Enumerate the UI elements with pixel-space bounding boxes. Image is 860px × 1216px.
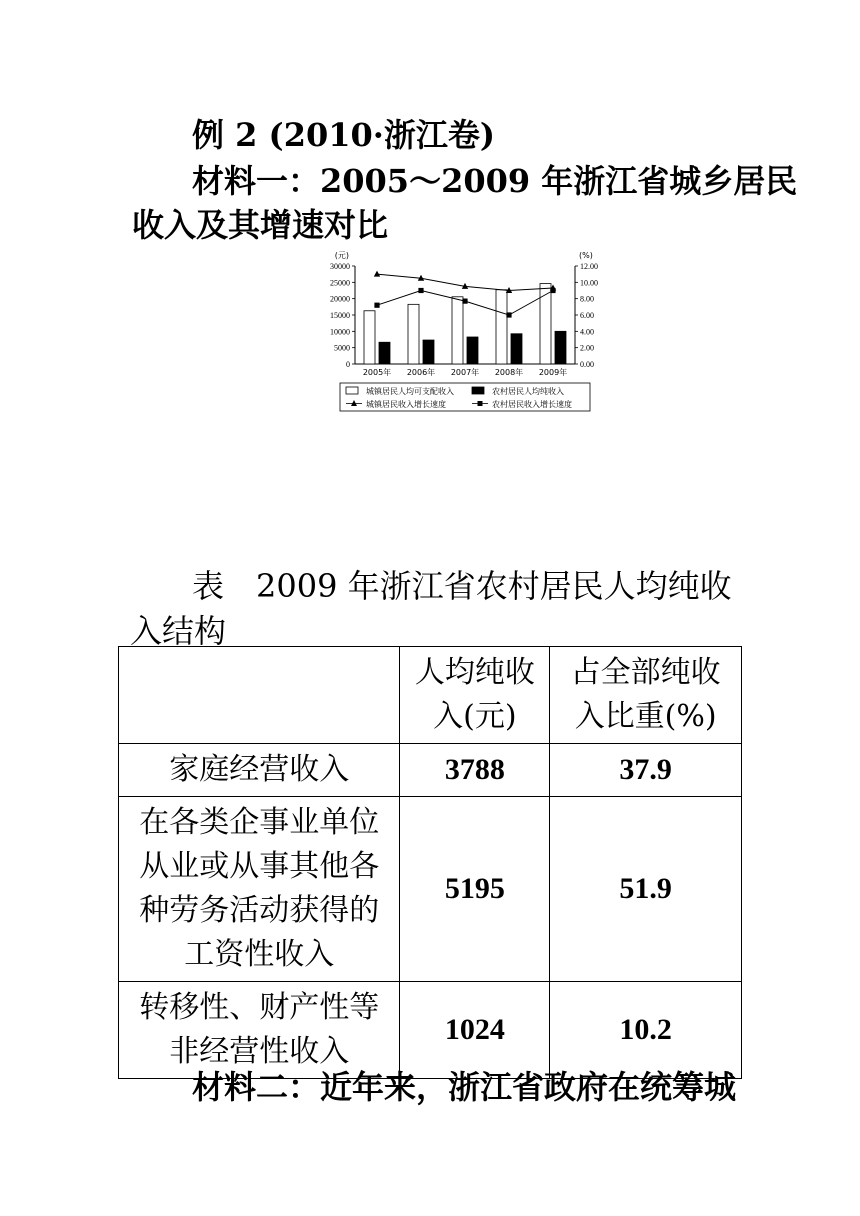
table-title-line2: 入结构: [130, 612, 227, 650]
legend-label: 城镇居民人均可支配收入: [366, 387, 454, 396]
header-empty-cell: [119, 647, 400, 744]
bar-rural: [467, 337, 478, 364]
legend-swatch: [472, 387, 484, 394]
row-amount: 5195: [400, 797, 550, 982]
row-share: 37.9: [550, 744, 742, 797]
income-chart: [305, 245, 605, 415]
x-tick-label: 2008年: [494, 368, 524, 377]
point-rural-growth: [462, 299, 467, 304]
income-structure-table: [118, 646, 742, 1079]
material1-title-line2: 收入及其增速对比: [132, 206, 389, 244]
legend-marker: [478, 401, 483, 406]
left-tick-label: 20000: [330, 294, 350, 304]
table-title-line1: 表 2009 年浙江省农村居民人均纯收: [192, 567, 732, 605]
legend-label: 城镇居民收入增长速度: [366, 400, 446, 409]
row-share: 10.2: [550, 982, 742, 1079]
row-label: 转移性、财产性等 非经营性收入: [119, 982, 400, 1079]
bar-rural: [379, 342, 390, 364]
left-tick-label: 15000: [330, 311, 350, 320]
row-label: 家庭经营收入: [119, 744, 400, 797]
material1-title-line1: 材料一：2005～2009 年浙江省城乡居民: [192, 162, 798, 200]
right-tick-label: 2.00: [580, 343, 594, 353]
table-row: [119, 744, 742, 797]
right-tick-label: 12.00: [580, 262, 598, 271]
left-tick-label: 0: [346, 360, 350, 369]
example-heading: 例 2 (2010·浙江卷): [192, 116, 496, 154]
point-urban-growth: [374, 271, 380, 277]
bar-rural: [511, 334, 522, 364]
point-rural-growth: [550, 288, 555, 293]
bar-urban: [496, 290, 507, 364]
bar-urban: [408, 304, 419, 364]
point-rural-growth: [506, 312, 511, 317]
right-tick-label: 0.00: [580, 360, 594, 369]
right-tick-label: 8.00: [580, 294, 594, 304]
bar-rural: [423, 340, 434, 364]
legend-label: 农村居民人均纯收入: [492, 387, 564, 396]
x-tick-label: 2009年: [538, 368, 568, 377]
x-tick-label: 2006年: [406, 368, 436, 377]
bar-rural: [555, 331, 566, 364]
legend-label: 农村居民收入增长速度: [492, 400, 572, 409]
row-amount: 1024: [400, 982, 550, 1079]
left-tick-label: 30000: [330, 262, 350, 271]
table-row: [119, 797, 742, 982]
left-unit-label: (元): [334, 251, 349, 260]
row-share: 51.9: [550, 797, 742, 982]
material2-text: 材料二：近年来，浙江省政府在统筹城: [192, 1068, 737, 1106]
left-tick-label: 5000: [334, 343, 350, 353]
row-label: 在各类企事业单位 从业或从事其他各 种劳务活动获得的 工资性收入: [119, 797, 400, 982]
right-tick-label: 10.00: [580, 278, 598, 288]
point-rural-growth: [374, 303, 379, 308]
point-rural-growth: [418, 288, 423, 293]
left-tick-label: 25000: [330, 278, 350, 288]
bar-urban: [364, 311, 375, 364]
right-tick-label: 6.00: [580, 311, 594, 320]
row-amount: 3788: [400, 744, 550, 797]
bar-urban: [452, 297, 463, 364]
x-tick-label: 2007年: [450, 368, 480, 377]
legend-swatch: [346, 387, 358, 394]
x-tick-label: 2005年: [362, 368, 392, 377]
right-tick-label: 4.00: [580, 327, 594, 337]
header-amount: 人均纯收 入(元): [400, 647, 550, 744]
bar-urban: [540, 284, 551, 364]
table-header-row: [119, 647, 742, 744]
left-tick-label: 10000: [330, 327, 350, 337]
right-unit-label: (%): [579, 251, 593, 260]
header-share: 占全部纯收 入比重(%): [550, 647, 742, 744]
